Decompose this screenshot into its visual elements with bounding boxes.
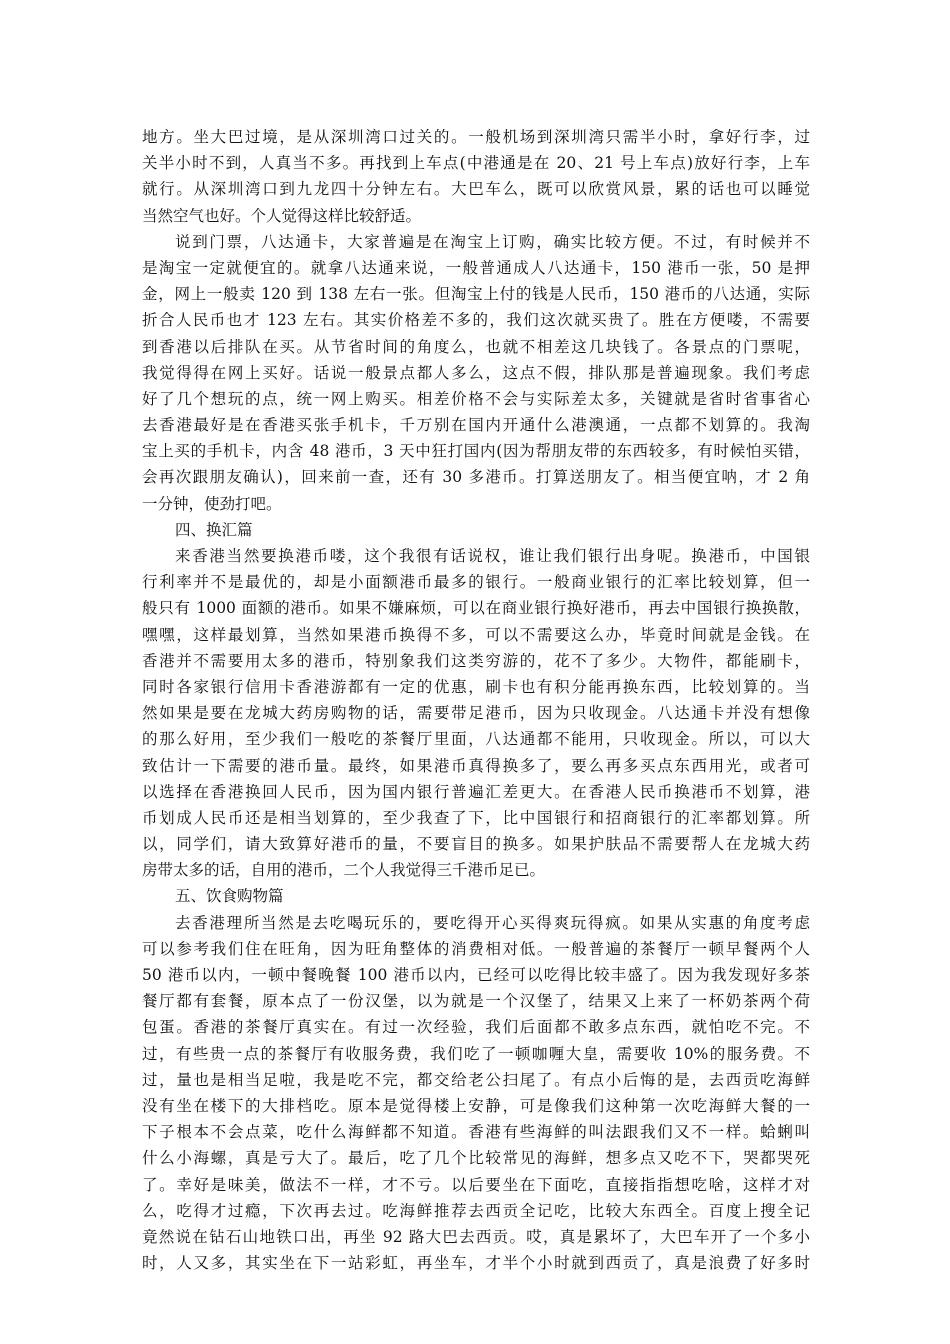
text-line: 嘿嘿，这样最划算，当然如果港币换得不多，可以不需要这么办，毕竟时间就是金钱。在 xyxy=(142,625,810,644)
text-line: 来香港当然要换港币喽，这个我很有话说权，谁让我们银行出身呢。换港币，中国银 xyxy=(175,547,810,565)
text-line: 会再次跟朋友确认)，回来前一查，还有 30 多港币。打算送朋友了。相当便宜呐，才 2 角 xyxy=(142,468,810,487)
text-line: 什么小海螺，真是亏大了。最后，吃了几个比较常见的海鲜，想多点又吃不下，哭都哭死 xyxy=(142,1149,810,1168)
text-line: 以，同学们，请大致算好港币的量，不要盲目的换多。如果护肤品不需要帮人在龙城大药 xyxy=(142,835,810,854)
text-line: 没有坐在楼下的大排档吃。原本是觉得楼上安静，可是像我们这种第一次吃海鲜大餐的一 xyxy=(142,1096,810,1115)
text-line: 50 港币以内，一顿中餐晚餐 100 港币以内，已经可以吃得比较丰盛了。因为我发现好多茶 xyxy=(142,966,810,984)
text-line: 竟然说在钻石山地铁口出，再坐 92 路大巴去西贡。哎，真是累坏了，大巴车开了一个多小 xyxy=(142,1227,810,1246)
text-line: 包蛋。香港的茶餐厅真实在。有过一次经验，我们后面都不敢多点东西，就怕吃不完。不 xyxy=(142,1018,810,1037)
text-line: 餐厅都有套餐，原本点了一份汉堡，以为就是一个汉堡了，结果又上来了一杯奶茶两个荷 xyxy=(142,992,810,1011)
text-line: 去香港最好是在香港买张手机卡，千万别在国内开通什么港澳通，一点都不划算的。我淘 xyxy=(142,416,810,435)
text-line: 一分钟，使劲打吧。 xyxy=(142,494,282,513)
text-line: 过，量也是相当足啦，我是吃不完，都交给老公扫尾了。有点小后悔的是，去西贡吃海鲜 xyxy=(142,1070,810,1089)
text-line: 好了几个想玩的点，统一网上购买。相差价格不会与实际差太多，关键就是省时省事省心 xyxy=(142,389,810,408)
document-page xyxy=(142,124,810,1276)
text-line: 说到门票，八达通卡，大家普遍是在淘宝上订购，确实比较方便。不过，有时候并不 xyxy=(175,232,810,251)
text-line: 同时各家银行信用卡香港游都有一定的优惠，刷卡也有积分能再换东西，比较划算的。当 xyxy=(142,677,810,696)
text-line: 折合人民币也才 123 左右。其实价格差不多的，我们这次就买贵了。胜在方便喽，不需要 xyxy=(142,311,810,330)
text-line: 五、饮食购物篇 xyxy=(175,887,284,906)
text-line: 到香港以后排队在买。从节省时间的角度么，也就不相差这几块钱了。各景点的门票呢， xyxy=(142,337,810,356)
text-line: 当然空气也好。个人觉得这样比较舒适。 xyxy=(142,206,422,225)
text-line: 是淘宝一定就便宜的。就拿八达通来说，一般普通成人八达通卡，150 港币一张，50 是押 xyxy=(142,258,810,277)
text-line: 金，网上一般卖 120 到 138 左右一张。但淘宝上付的钱是人民币，150 港币的八达通，实际 xyxy=(142,285,810,304)
text-line: 么，吃得才过瘾，下次再去过。吃海鲜推荐去西贡全记吃，比较大东西全。百度上搜全记 xyxy=(142,1201,810,1220)
text-line: 宝上买的手机卡，内含 48 港币，3 天中狂打国内(因为帮朋友带的东西较多，有时候怕买错， xyxy=(142,442,810,461)
text-line: 地方。坐大巴过境，是从深圳湾口过关的。一般机场到深圳湾只需半小时，拿好行李，过 xyxy=(142,128,810,146)
text-line: 行利率并不是最优的，却是小面额港币最多的银行。一般商业银行的汇率比较划算，但一 xyxy=(142,573,810,592)
text-line: 时，人又多，其实坐在下一站彩虹，再坐车，才半个小时就到西贡了，真是浪费了好多时 xyxy=(142,1254,810,1273)
text-line: 就行。从深圳湾口到九龙四十分钟左右。大巴车么，既可以欣赏风景，累的话也可以睡觉 xyxy=(142,180,810,199)
text-line: 过，有些贵一点的茶餐厅有收服务费，我们吃了一顿咖喱大皇，需要收 10%的服务费。不 xyxy=(142,1044,810,1063)
text-line: 然如果是要在龙城大药房购物的话，需要带足港币，因为只收现金。八达通卡并没有想像 xyxy=(142,704,810,723)
text-line: 下子根本不会点菜，吃什么海鲜都不知道。香港有些海鲜的叫法跟我们又不一样。蛤蜊叫 xyxy=(142,1123,810,1142)
text-line: 去香港理所当然是去吃喝玩乐的，要吃得开心买得爽玩得疯。如果从实惠的角度考虑 xyxy=(175,913,810,932)
text-line: 房带太多的话，自用的港币，二个人我觉得三千港币足已。 xyxy=(142,861,546,880)
text-line: 了。幸好是味美，做法不一样，才不亏。以后要坐在下面吃，直接指指想吃啥，这样才对 xyxy=(142,1175,810,1194)
text-line: 的那么好用，至少我们一般吃的茶餐厅里面，八达通都不能用，只收现金。所以，可以大 xyxy=(142,730,810,749)
text-line: 般只有 1000 面额的港币。如果不嫌麻烦，可以在商业银行换好港币，再去中国银行换换散， xyxy=(142,599,810,618)
text-line: 以选择在香港换回人民币，因为国内银行普遍汇差更大。在香港人民币换港币不划算，港 xyxy=(142,782,810,801)
text-line: 四、换汇篇 xyxy=(175,520,253,539)
text-line: 我觉得得在网上买好。话说一般景点都人多么，这点不假，排队那是普遍现象。我们考虑 xyxy=(142,363,810,382)
text-line: 关半小时不到，人真当不多。再找到上车点(中港通是在 20、21 号上车点)放好行李，上车 xyxy=(142,154,810,173)
text-line: 可以参考我们住在旺角，因为旺角整体的消费相对低。一般普遍的茶餐厅一顿早餐两个人 xyxy=(142,939,810,958)
text-line: 币划成人民币还是相当划算的，至少我查了下，比中国银行和招商银行的汇率都划算。所 xyxy=(142,808,810,827)
text-line: 致估计一下需要的港币量。最终，如果港币真得换多了，要么再多买点东西用光，或者可 xyxy=(142,756,810,775)
text-line: 香港并不需要用太多的港币，特别象我们这类穷游的，花不了多少。大物件，都能刷卡， xyxy=(142,651,810,670)
